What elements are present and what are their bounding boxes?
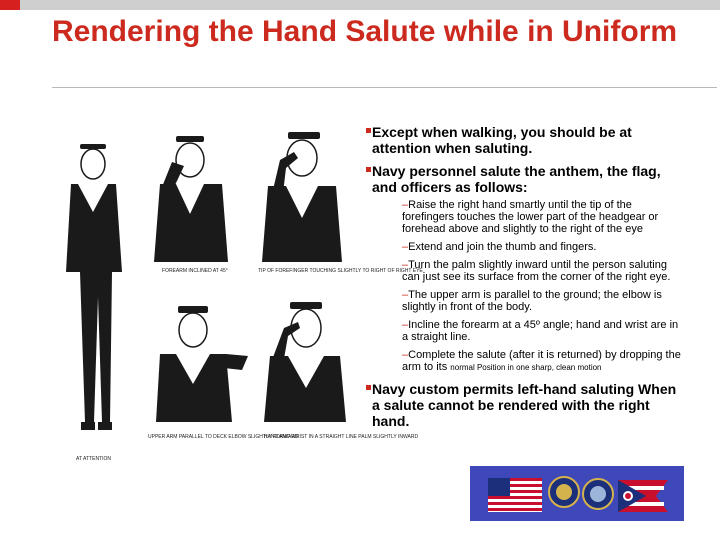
caption-forearm: FOREARM INCLINED AT 45° — [162, 268, 228, 274]
bullet-marker — [366, 167, 371, 172]
sub-bullet-list — [372, 199, 686, 374]
sub-bullet-item: –Extend and join the thumb and fingers. — [402, 241, 597, 253]
bullet-marker — [366, 128, 371, 133]
sub-bullet-small-text: normal Position in one sharp, clean motion — [450, 363, 602, 372]
sub-bullet-item: –Complete the salute (after it is returned) by dropping the arm to its normal Position in one sharp, clean motion — [402, 349, 681, 373]
sub-bullet-item: –Turn the palm slightly inward until the person saluting can just see its surface from the corner of the right eye. — [402, 259, 671, 283]
caption-attention: AT ATTENTION — [76, 456, 112, 462]
title-divider — [52, 87, 717, 88]
caption-upper-arm: UPPER ARM PARALLEL TO DECK ELBOW SLIGHTLY FORWARD — [148, 434, 299, 440]
bullet-item — [366, 163, 686, 374]
sub-bullet-text: Complete the salute (after it is returned) by dropping the arm to its — [402, 349, 681, 373]
agency-seal-icon — [583, 479, 613, 509]
bullet-marker — [366, 385, 371, 390]
salute-illustration — [36, 122, 423, 489]
caption-hand-wrist: HAND AND WRIST IN A STRAIGHT LINE PALM SLIGHTLY INWARD — [264, 434, 419, 440]
sub-bullet-text: The upper arm is parallel to the ground; the elbow is slightly in front of the body. — [402, 289, 662, 313]
accent-block — [0, 0, 20, 10]
sub-bullet-item: –Incline the forearm at a 45º angle; hand and wrist are in a straight line. — [402, 319, 679, 343]
sub-bullet-item: –The upper arm is parallel to the ground; the elbow is slightly in front of the body. — [402, 289, 662, 313]
slide-title: Rendering the Hand Salute while in Uniform — [52, 15, 678, 48]
sub-bullet-text: Incline the forearm at a 45º angle; hand and wrist are in a straight line. — [402, 319, 679, 343]
sub-bullet-text: Turn the palm slightly inward until the person saluting can just see its surface from the corner of the right eye. — [402, 259, 671, 283]
bullet-text: Navy personnel salute the anthem, the flag, and officers as follows: — [372, 163, 661, 195]
bullet-text: Except when walking, you should be at attention when saluting. — [372, 124, 632, 156]
sub-bullet-item: –Raise the right hand smartly until the tip of the forefingers touches the lower part of the headgear or forehead above and slightly to the right of the eye — [402, 199, 659, 235]
bullet-text: Navy custom permits left-hand saluting When a salute cannot be rendered with the right hand. — [372, 381, 677, 429]
us-flag-icon — [488, 478, 542, 512]
top-accent-bar — [0, 0, 720, 10]
bullet-item — [366, 124, 686, 156]
sub-bullet-text: Raise the right hand smartly until the tip of the forefingers touches the lower part of the headgear or forehead above and slightly to the right of the eye — [402, 199, 659, 235]
caption-tip: TIP OF FOREFINGER TOUCHING SLIGHTLY TO RIGHT OF RIGHT EYE — [258, 268, 423, 274]
sub-bullet-text: Extend and join the thumb and fingers. — [408, 241, 597, 253]
navy-seal-icon — [549, 477, 579, 507]
flags-panel — [470, 466, 684, 521]
accent-bar — [20, 0, 720, 10]
bullet-item — [366, 381, 686, 429]
bullet-list — [366, 124, 686, 436]
